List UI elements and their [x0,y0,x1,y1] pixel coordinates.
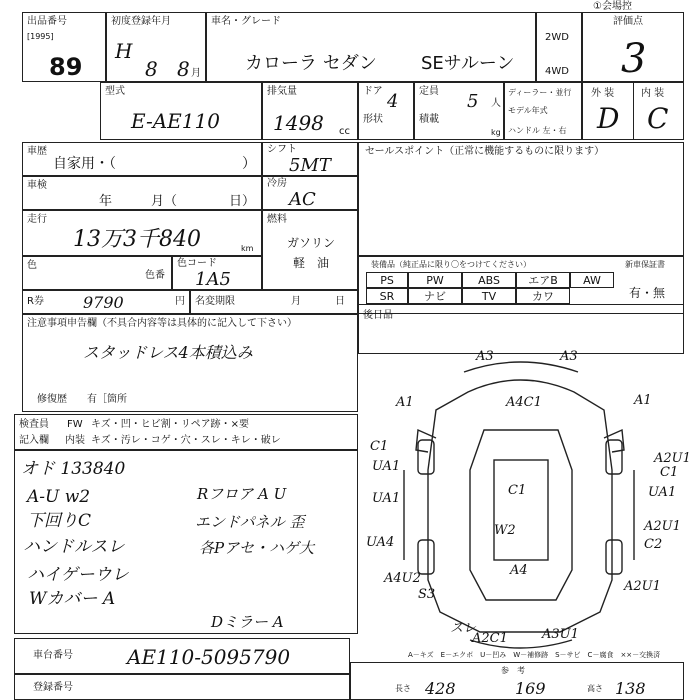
notes-text: スタッドレス4本積込み [83,343,253,362]
mark-right-mirror: A2U1 [654,451,691,466]
inspector-line-4: ハンドルスレ [23,537,125,557]
interior-label: 内 装 [641,88,665,99]
chassis-value: AE110-5095790 [127,645,291,669]
inspector-label-2: 記入欄 [19,435,49,446]
color-cell [22,256,172,290]
exterior-grade: D [597,102,620,135]
inspector-line-1: オド 133840 [21,459,126,479]
type-cell [100,82,262,140]
color-code-cell [172,256,262,290]
equip-navi: ナビ [408,288,462,304]
width-value: 169 [515,679,546,698]
fuel-label: 燃料 [267,214,287,225]
inspection-value: 年 月（ 日） [99,194,256,209]
ac-cell [262,176,358,210]
mark-left-quarter: A4U2 [384,571,421,586]
length-label: 長さ [395,684,411,693]
mark-trunk: A4 [510,563,528,578]
mark-rear-bumper-right: A3U1 [542,627,579,642]
mark-left-front-door: UA1 [372,459,401,474]
ac-label: 冷房 [267,178,287,189]
inspector-fw: FW [67,419,83,430]
shift-cell [262,142,358,176]
mark-right-rear-door: UA1 [648,485,677,500]
dimensions-ref-label: 参 考 [501,666,525,675]
name-change-label: 名変期限 [195,296,235,307]
sales-point-cell [358,142,684,256]
shift-label: シフト [267,144,297,155]
name-change-month: 月 [291,296,301,307]
type-value: E-AE110 [131,109,220,133]
recycle-label: R券 [27,296,44,307]
inspector-line-8: エンドパネル 歪 [195,513,305,531]
reg-month: 8 [177,57,190,81]
color-label: 色 [27,260,37,271]
month-unit: 月 [191,68,201,79]
inspector-interior: 内装 [65,435,85,446]
inspector-label-1: 検査員 [19,419,49,430]
length-value: 428 [425,679,456,698]
era: H [115,39,133,63]
type-label: 型式 [105,86,125,97]
inspector-header [14,414,358,450]
dealer-label: ディーラー・並行 [508,88,572,97]
sales-point-label: セールスポイント（正常に機能するものに限ります） [365,146,605,157]
warranty-value: 有・無 [629,286,666,300]
color-code: 1A5 [195,269,231,290]
mark-front-right-bumper: A3 [560,349,578,364]
inspector-line-3: 下回りC [27,511,92,531]
mark-roof: C1 [508,483,527,498]
mark-right-quarter: A2U1 [644,519,681,534]
score-venue-label: ①会場控 [593,1,632,12]
height-value: 138 [615,679,646,698]
inspection-cell [22,176,262,210]
mileage-unit: km [241,244,254,253]
notes-cell [22,314,358,412]
inspector-row-1: キズ・凹・ヒビ割・リペア跡・×要 [91,419,249,430]
model-name: カローラ セダン [245,53,377,74]
mark-left-mirror: C1 [370,439,389,454]
capacity-unit: 人 [491,98,501,109]
equip-tv: TV [462,288,516,304]
score-cell [582,1,684,82]
chassis-label: 車台番号 [33,650,73,661]
mileage-value: 13万3千840 [73,227,201,252]
dealer-cell [504,82,582,140]
damage-legend: A－キズ E－エクボ U－凹み W－補修跡 S－サビ C－腐食 ××－交換済 [408,651,661,659]
door-cell [358,82,414,140]
fuel-gasoline: ガソリン [287,236,336,250]
grade: SEサルーン [421,53,515,74]
reg-year: 8 [145,57,158,81]
lot-number-label: 出品番号 [27,16,67,27]
equip-pw: PW [408,272,462,288]
lot-number-cell [22,12,106,82]
recycle-cell [22,290,190,314]
mark-right-sill: C2 [644,537,663,552]
mark-front-right-fender: A1 [634,393,652,408]
notes-label: 注意事項申告欄（不具合内容等は具体的に記入して下さい） [27,318,297,329]
usage-value: 自家用・（ ） [53,156,256,172]
chassis-cell [14,638,350,674]
inspector-notes [14,450,358,634]
score-label: 評価点 [613,16,643,27]
usage-label: 車歴 [27,146,47,157]
displacement-label: 排気量 [267,86,297,97]
exterior-label: 外 装 [591,88,615,99]
color-number-label: 色番 [145,270,165,281]
dimensions-cell [350,662,684,700]
registration-cell [14,674,350,700]
equip-ps: PS [366,272,408,288]
load-label: 積載 [419,114,439,125]
name-change-day: 日 [335,296,345,307]
height-label: 高さ [587,684,603,693]
inspector-line-6: Wカバー A [29,589,116,609]
mark-hood: A4C1 [506,395,542,410]
inspector-row-2: キズ・汚レ・コゲ・穴・スレ・キレ・破レ [91,435,281,446]
equip-sr: SR [366,288,408,304]
warranty-label: 新車保証書 [625,260,665,269]
interior-grade: C [647,102,669,135]
model-cell [206,12,536,82]
inspector-line-5: ハイゲーウレ [27,565,129,585]
displacement-value: 1498 [273,111,324,135]
registration-label: 登録番号 [33,682,73,693]
equipment-label: 装備品（純正品に限り〇をつけてください） [371,260,531,269]
capacity-cell [414,82,504,140]
displacement-unit: cc [339,126,350,137]
mileage-cell [22,210,262,256]
inspector-line-10: Dミラー A [211,613,284,631]
capacity-label: 定員 [419,86,439,97]
model-year-label: モデル年式 [508,106,548,115]
mark-rear-left: スレ [450,621,477,636]
inspector-line-2: A-U w2 [27,487,91,507]
first-registration-label: 初度登録年月 [111,16,171,27]
mark-rear-left-bumper: S3 [418,587,436,602]
score-value: 3 [621,36,647,82]
name-change-cell [190,290,358,314]
shape-label: 形状 [363,114,383,125]
ac-value: AC [289,189,316,210]
door-label: ドア [363,86,383,97]
fuel-diesel: 軽 油 [293,256,330,270]
drive-cell [536,12,582,82]
mark-rear-bumper-left: A2C1 [472,631,508,646]
color-code-label: 色コード [177,258,217,269]
door-value: 4 [387,91,399,112]
mark-front-left-bumper: A3 [476,349,494,364]
after-items-label: 後日品 [363,310,393,321]
mark-left-sill: UA4 [366,535,395,550]
inspection-label: 車検 [27,180,47,191]
fuel-cell [262,210,358,290]
equip-airbag: エアB [516,272,570,288]
model-label: 車名・グレード [211,16,281,27]
lot-number: 89 [49,53,83,81]
capacity-value: 5 [467,91,479,112]
shift-value: 5MT [289,155,331,176]
handle-label: ハンドル 左・右 [508,126,567,135]
load-unit: kg [491,128,501,137]
first-registration-cell [106,12,206,82]
drive-4wd: 4WD [545,66,569,77]
displacement-cell [262,82,358,140]
after-items-cell [358,304,684,354]
mark-center: W2 [494,523,516,538]
inspector-line-7: Rフロア A U [197,485,287,503]
mileage-label: 走行 [27,214,47,225]
recycle-value: 9790 [83,293,124,312]
mark-front-left-fender: A1 [396,395,414,410]
equip-abs: ABS [462,272,516,288]
lot-number-sub: [1995] [27,32,54,41]
divider [633,82,634,140]
equip-leather: カワ [516,288,570,304]
recycle-unit: 円 [175,296,185,307]
mark-rear-right-quarter: A2U1 [624,579,661,594]
drive-2wd: 2WD [545,32,569,43]
mark-left-rear-door: UA1 [372,491,401,506]
usage-cell [22,142,262,176]
mark-right-front-door: C1 [660,465,679,480]
inspector-line-9: 各Pアセ・ハゲ大 [199,539,314,557]
repair-history-label: 修復歴 有［箇所 [37,394,127,405]
equip-aw: AW [570,272,614,288]
